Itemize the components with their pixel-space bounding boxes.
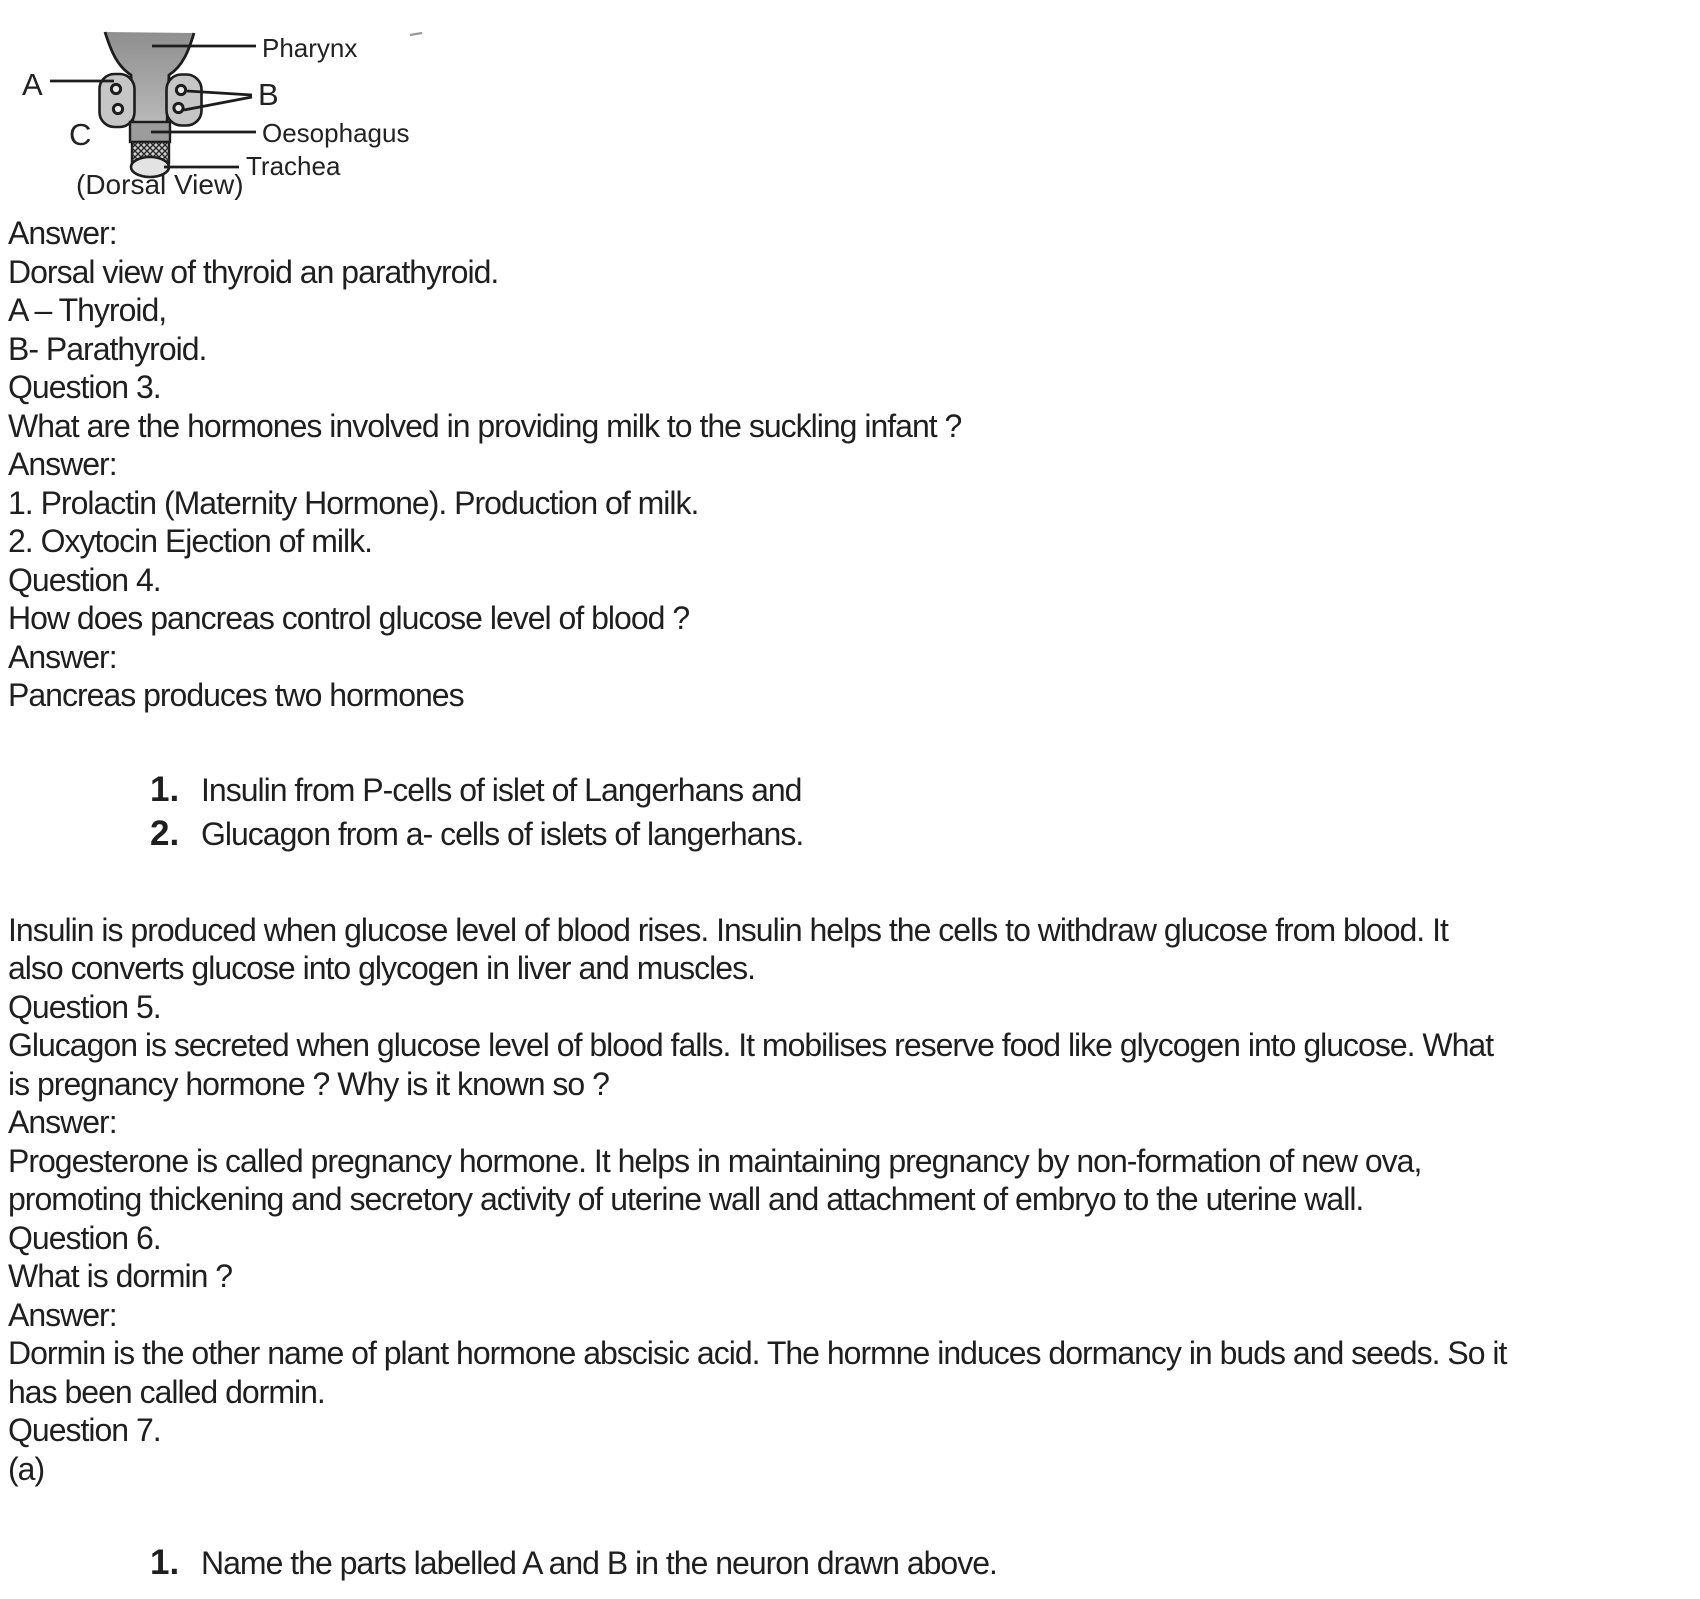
list-item-number: 2. xyxy=(150,813,180,853)
diagram-drawing xyxy=(6,4,436,204)
text-line: 2. Oxytocin Ejection of milk. xyxy=(8,523,373,559)
document-page xyxy=(0,4,1700,1599)
list-item-number: 1. xyxy=(150,1543,180,1582)
list-item xyxy=(8,812,1700,856)
ordered-list xyxy=(8,768,1700,856)
ordered-list xyxy=(8,1541,1700,1585)
text-line: What are the hormones involved in providing milk to the suckling infant ? xyxy=(8,407,962,444)
text-line: Pancreas produces two hormones xyxy=(8,677,464,713)
list-item xyxy=(8,1541,1700,1585)
text-line: promoting thickening and secretory activity of uterine wall and attachment of embryo to the uterine wall. xyxy=(8,1181,1364,1217)
text-line: Dorsal view of thyroid an parathyroid. xyxy=(8,253,499,290)
diagram-caption: (Dorsal View) xyxy=(76,169,244,200)
text-line: A – Thyroid, xyxy=(8,292,167,328)
text-line: 1. Prolactin (Maternity Hormone). Production of milk. xyxy=(8,484,699,521)
list-item-number: 1. xyxy=(150,769,180,809)
text-line: Answer: xyxy=(8,1296,117,1333)
text-line: has been called dormin. xyxy=(8,1373,325,1410)
text-line: Answer: xyxy=(8,638,117,675)
text-line: Insulin is produced when glucose level of blood rises. Insulin helps the cells to withdraw glucose from blood. It xyxy=(8,911,1448,948)
text-content xyxy=(8,214,1700,1585)
text-line: B- Parathyroid. xyxy=(8,330,207,367)
list-item-text: Glucagon from a- cells of islets of langerhans. xyxy=(201,815,804,852)
text-line: Question 5. xyxy=(8,988,161,1025)
diagram-label-trachea: Trachea xyxy=(246,151,341,181)
diagram-label-a: A xyxy=(22,67,43,102)
list-item xyxy=(8,768,1700,812)
text-line: (a) xyxy=(8,1450,45,1487)
diagram-label-oesophagus: Oesophagus xyxy=(262,118,410,148)
text-line: Answer: xyxy=(8,215,117,251)
list-item-text: Insulin from P-cells of islet of Langerhans and xyxy=(201,771,802,808)
text-line: Question 7. xyxy=(8,1412,161,1448)
text-line: What is dormin ? xyxy=(8,1258,233,1294)
text-line: Dormin is the other name of plant hormone abscisic acid. The hormne induces dormancy in buds and seeds. So it xyxy=(8,1335,1507,1371)
list-item-text: Name the parts labelled A and B in the neuron drawn above. xyxy=(201,1545,997,1581)
text-line: Question 4. xyxy=(8,561,161,598)
diagram-label-b: B xyxy=(258,77,279,112)
text-line: Glucagon is secreted when glucose level of blood falls. It mobilises reserve food like glycogen into glucose. What xyxy=(8,1027,1494,1063)
scan-artifact-dash xyxy=(410,33,422,35)
text-line: also converts glucose into glycogen in liver and muscles. xyxy=(8,950,755,986)
text-line: Answer: xyxy=(8,446,117,482)
text-line: Answer: xyxy=(8,1104,117,1140)
text-line: is pregnancy hormone ? Why is it known so ? xyxy=(8,1065,609,1102)
text-line: Progesterone is called pregnancy hormone. It helps in maintaining pregnancy by non-formation of new ova, xyxy=(8,1142,1422,1179)
text-line: How does pancreas control glucose level of blood ? xyxy=(8,600,690,636)
diagram-label-c: C xyxy=(69,117,92,152)
text-line: Question 6. xyxy=(8,1219,161,1256)
diagram-label-pharynx: Pharynx xyxy=(262,33,358,63)
thyroid-parathyroid-diagram xyxy=(6,4,436,204)
text-line: Question 3. xyxy=(8,369,161,405)
